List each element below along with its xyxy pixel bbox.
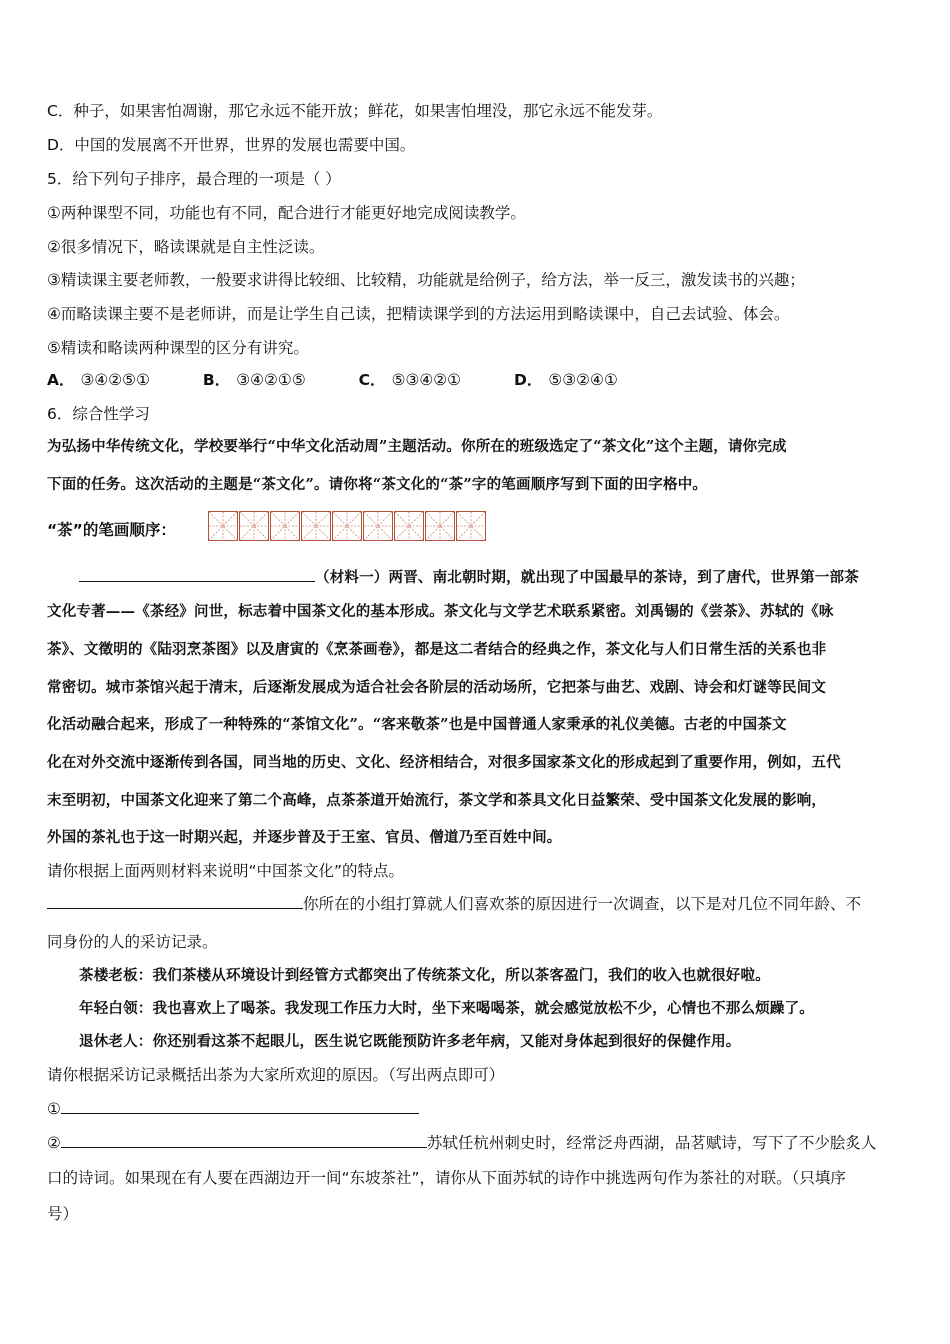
stroke-order-label: “茶”的笔画顺序：	[47, 521, 176, 539]
tian-grid-cell[interactable]	[270, 511, 300, 541]
answer-line-2: ② 苏轼任杭州刺史时，经常泛舟西湖，品茗赋诗，写下了不少脍炙人	[47, 1134, 877, 1152]
q5-option-c: C． ⑤③④②①	[358, 371, 462, 389]
tian-grid-cell[interactable]	[363, 511, 393, 541]
option-d: D．中国的发展离不开世界，世界的发展也需要中国。	[47, 136, 416, 154]
q5-option-a: A． ③④②⑤①	[47, 371, 150, 389]
question-6-title: 6．综合性学习	[47, 405, 150, 423]
tian-grid-cell[interactable]	[456, 511, 486, 541]
q5-sentence-5: ⑤精读和略读两种课型的区分有讲究。	[47, 339, 309, 357]
interview-retiree: 退休老人：你还别看这茶不起眼儿，医生说它既能预防许多老年病，又能对身体起到很好的保健作用。	[79, 1033, 741, 1050]
interview-owner: 茶楼老板：我们茶楼从环境设计到经管方式都突出了传统茶文化，所以茶客盈门，我们的收入也就很好啦。	[79, 967, 770, 984]
answer-blank-1[interactable]	[61, 1099, 419, 1114]
tian-grid-cell[interactable]	[301, 511, 331, 541]
question-5-stem: 5．给下列句子排序，最合理的一项是（ ）	[47, 170, 341, 188]
tian-grid[interactable]	[208, 511, 487, 541]
survey-line-2: 同身份的人的采访记录。	[47, 933, 218, 951]
q5-sentence-2: ②很多情况下，略读课就是自主性泛读。	[47, 238, 325, 256]
q5-sentence-1: ①两种课型不同，功能也有不同，配合进行才能更好地完成阅读教学。	[47, 204, 526, 222]
q5-sentence-3: ③精读课主要老师教，一般要求讲得比较细、比较精，功能就是给例子，给方法，举一反三，激发读书的兴趣；	[47, 271, 805, 289]
q6-intro-2: 下面的任务。这次活动的主题是“茶文化”。请你将“茶文化的“茶”字的笔画顺序写到下面的田字格中。	[47, 476, 708, 493]
ask-feature: 请你根据上面两则材料来说明“中国茶文化”的特点。	[47, 862, 405, 880]
q6-intro-1: 为弘扬中华传统文化，学校要举行“中华文化活动周”主题活动。你所在的班级选定了“茶文化”这个主题，请你完成	[47, 438, 787, 455]
tian-grid-cell[interactable]	[332, 511, 362, 541]
tian-grid-cell[interactable]	[425, 511, 455, 541]
q5-option-d: D． ⑤③②④①	[513, 371, 618, 389]
material-line-7: 末至明初，中国茶文化迎来了第二个高峰，点茶茶道开始流行，茶文学和茶具文化日益繁荣、受中国茶文化发展的影响，	[47, 792, 827, 809]
interview-white-collar: 年轻白领：我也喜欢上了喝茶。我发现工作压力大时，坐下来喝喝茶，就会感觉放松不少，心情也不那么烦躁了。	[79, 1000, 814, 1017]
option-c: C．种子，如果害怕凋谢，那它永远不能开放；鲜花，如果害怕埋没，那它永远不能发芽。	[47, 102, 663, 120]
answer-blank[interactable]	[79, 567, 315, 582]
q5-option-b: B． ③④②①⑤	[202, 371, 306, 389]
q5-sentence-4: ④而略读课主要不是老师讲，而是让学生自己读，把精读课学到的方法运用到略读课中，自己去试验、体会。	[47, 305, 790, 323]
material-line-4: 常密切。城市茶馆兴起于清末，后逐渐发展成为适合社会各阶层的活动场所，它把茶与曲艺、戏剧、诗会和灯谜等民间文	[47, 679, 827, 696]
answer-blank-2[interactable]	[61, 1133, 427, 1148]
su-shi-line-3: 号）	[47, 1205, 79, 1223]
tian-grid-cell[interactable]	[239, 511, 269, 541]
material-line-3: 茶》、文徵明的《陆羽烹茶图》以及唐寅的《烹茶画卷》，都是这二者结合的经典之作，茶文化与人们日常生活的关系也非	[47, 641, 827, 658]
material-line-5: 化活动融合起来，形成了一种特殊的“茶馆文化”。“客来敬茶”也是中国普通人家秉承的礼仪美德。古老的中国茶文	[47, 716, 787, 733]
survey-line-1: 你所在的小组打算就人们喜欢茶的原因进行一次调查，以下是对几位不同年龄、不	[47, 894, 906, 914]
material-line-2: 文化专著——《茶经》问世，标志着中国茶文化的基本形成。茶文化与文学艺术联系紧密。刘禹锡的《尝茶》、苏轼的《咏	[47, 603, 834, 620]
tian-grid-cell[interactable]	[394, 511, 424, 541]
q5-options	[47, 370, 906, 390]
answer-line-1: ①	[47, 1099, 906, 1119]
material-line-1: （材料一）两晋、南北朝时期，就出现了中国最早的茶诗，到了唐代，世界第一部茶	[79, 567, 906, 588]
tian-grid-cell[interactable]	[208, 511, 238, 541]
material-line-8: 外国的茶礼也于这一时期兴起，并逐步普及于王室、官员、僧道乃至百姓中间。	[47, 829, 562, 846]
material-line-6: 化在对外交流中逐渐传到各国，同当地的历史、文化、经济相结合，对很多国家茶文化的形成起到了重要作用，例如，五代	[47, 754, 841, 771]
su-shi-line-2: 口的诗词。如果现在有人要在西湖边开一间“东坡茶社”，请你从下面苏轼的诗作中挑选两句作为茶社的对联。（只填序	[47, 1169, 846, 1187]
ask-reason: 请你根据采访记录概括出茶为大家所欢迎的原因。（写出两点即可）	[47, 1066, 505, 1084]
answer-blank[interactable]	[47, 894, 303, 909]
